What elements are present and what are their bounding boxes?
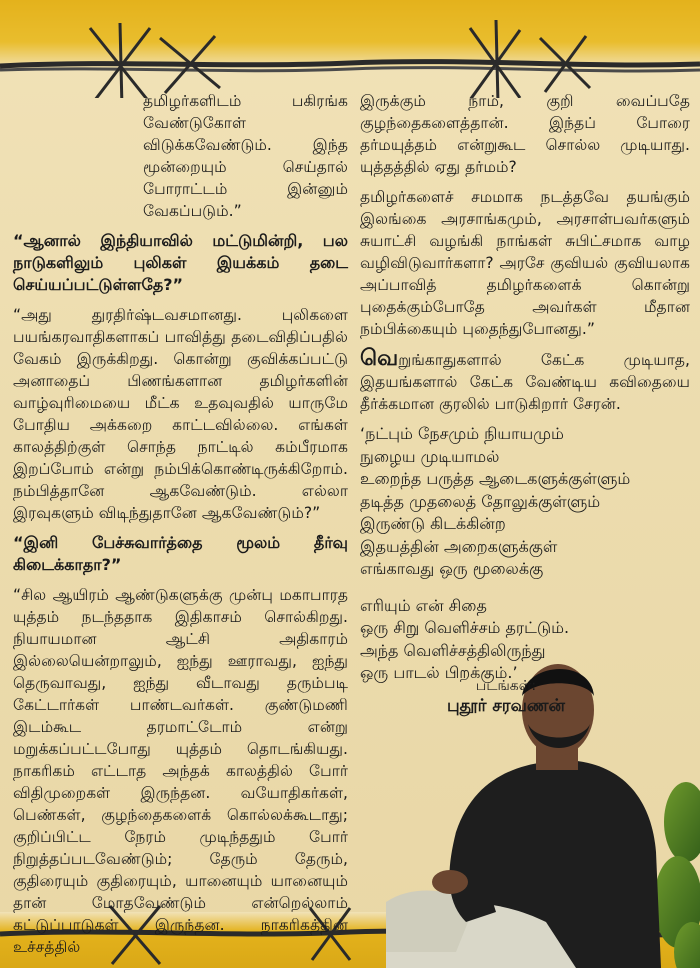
poem-line: ஒரு பாடல் பிறக்கும்.’ bbox=[360, 663, 518, 682]
poem bbox=[360, 423, 690, 685]
credit-name: புதூர் சரவணன் bbox=[447, 696, 565, 716]
paragraph-text: றுங்காதுகளால் கேட்க முடியாத, இதயங்களால் கேட்க வேண்டிய கவிதையை தீர்க்கமான குரலில் பாடுகிறார் சேரன். bbox=[360, 351, 690, 413]
paragraph: தமிழர்களைச் சமமாக நடத்தவே தயங்கும் இலங்கை அரசாங்கமும், அரசாள்பவர்களும் சுயாட்சி வழங்கி நாங்கள் சுபிட்சமாக வாழ வழிவிடுவார்களா? அரசே குவியல் குவியலாக அப்பாவித் தமிழர்களைக் கொன்று புதைக்கும்போதே அவர்கள் மீதான நம்பிக்கையும் புதைந்துபோனது.” bbox=[360, 188, 690, 338]
credit-label: படங்கள்: bbox=[475, 678, 537, 694]
right-column bbox=[360, 90, 690, 685]
poem-line: இருண்டு கிடக்கின்ற bbox=[360, 514, 506, 533]
poem-line: இதயத்தின் அறைகளுக்குள் bbox=[360, 536, 558, 556]
poem-line: ‘நட்பும் நேசமும் நியாயமும் bbox=[360, 424, 564, 443]
barbed-wire-top-icon bbox=[0, 8, 700, 98]
paragraph: “அது துரதிர்ஷ்டவசமானது. புலிகளை பயங்கரவாதிகளாகப் பாவித்து தடைவிதிப்பதில் வேகம் இருக்கிறது. கொன்று குவிக்கப்பட்டு அனாதைப் பிணங்களான தமிழர்களின் வாழ்வுரிமையை மீட்க உதவுவதில் யாருமே போதிய அக்கறை காட்டவில்லை. எங்கள் காலத்திற்குள் சொந்த நாட்டில் கம்பீரமாக இறப்போம் என்று நம்பிக்கொண்டிருக்கிறோம். நம்பித்தானே ஆகவேண்டும். எல்லா இரவுகளும் விடிந்துதானே ஆகவேண்டும்?” bbox=[13, 306, 348, 522]
poem-line: எங்காவது ஒரு மூலைக்கு bbox=[360, 559, 544, 578]
poem-line: ஒரு சிறு வெளிச்சம் தரட்டும். bbox=[360, 618, 570, 637]
interview-question: “ஆனால் இந்தியாவில் மட்டுமின்றி, பல நாடுகளிலும் புலிகள் இயக்கம் தடை செய்யப்பட்டுள்ளதே?” bbox=[13, 231, 348, 294]
interview-question: “இனி பேச்சுவார்த்தை மூலம் தீர்வு கிடைக்காதா?” bbox=[13, 533, 348, 574]
left-column bbox=[13, 90, 348, 966]
paragraph: “சில ஆயிரம் ஆண்டுகளுக்கு முன்பு மகாபாரத யுத்தம் நடந்ததாக இதிகாசம் சொல்கிறது. நியாயமான ஆட்சி அதிகாரம் இல்லையென்றாலும், ஐந்து ஊராவது, ஐந்து தெருவாவது, ஐந்து வீடாவது தரும்படி கேட்டார்கள் பாண்டவர்கள். குண்டுமணி இடம்கூட தரமாட்டோம் என்று மறுக்கப்பட்டபோது யுத்தம் தொடங்கியது. நாகரிகம் எட்டாத அந்தக் காலத்தில் போர் விதிமுறைகள் இருந்தன. வயோதிகர்கள், பெண்கள், குழந்தைகளைக் கொல்லக்கூடாது; குறிப்பிட்ட நேரம் முடிந்ததும் போர் நிறுத்தப்படவேண்டும்; தேரும் தேரும், குதிரையும் குதிரையும், யானையும் யானையும் தான் மோதவேண்டும் என்றெல்லாம் கட்டுப்பாடுகள் இருந்தன. நாகரிகத்தின் உச்சத்தில் bbox=[13, 586, 348, 956]
poem-line: தடித்த முதலைத் தோலுக்குள்ளும் bbox=[360, 491, 601, 511]
paragraph bbox=[360, 348, 690, 415]
photo-credit bbox=[386, 676, 626, 716]
poem-line: நுழைய முடியாமல் bbox=[360, 446, 500, 466]
poem-line: அந்த வெளிச்சத்திலிருந்து bbox=[360, 640, 546, 660]
poem-line: எரியும் என் சிதை bbox=[360, 595, 487, 615]
paragraph: தமிழர்களிடம் பகிரங்க வேண்டுகோள் விடுக்கவேண்டும். இந்த மூன்றையும் செய்தால் போராட்டம் இன்னும் வேகப்படும்.” bbox=[143, 92, 348, 220]
paragraph: இருக்கும் நாம், குறி வைப்பதே குழந்தைகளைத்தான். இந்தப் போரை தர்மயுத்தம் என்றுகூட சொல்ல முடியாது. யுத்தத்தில் ஏது தர்மம்? bbox=[360, 92, 690, 176]
drop-cap: வெ bbox=[360, 346, 399, 371]
poem-line: உறைந்த பருத்த ஆடைகளுக்குள்ளும் bbox=[360, 469, 631, 488]
